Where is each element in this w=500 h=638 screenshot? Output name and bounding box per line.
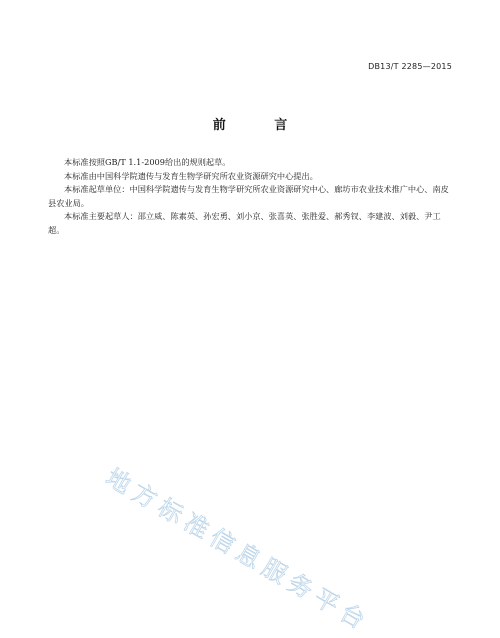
paragraph-drafters: 本标准主要起草人：邵立威、陈素英、孙宏勇、刘小京、张喜英、张胜爱、郝秀钗、李建波、刘毅、尹工超。 [48,211,441,235]
page-title: 前 言 [212,118,310,133]
foreword-body [48,156,453,237]
watermark-text: 地方标准信息服务平台 [101,463,375,638]
standard-code: DB13/T 2285—2015 [368,62,452,71]
paragraph-drafting-rules: 本标准按照GB/T 1.1-2009给出的规则起草。 [64,157,231,167]
paragraph-proposer: 本标准由中国科学院遗传与发育生物学研究所农业资源研究中心提出。 [64,170,318,181]
paragraph-drafting-units: 本标准起草单位：中国科学院遗传与发育生物学研究所农业资源研究中心、廊坊市农业技术推广中心、南皮县农业局。 [48,184,449,208]
